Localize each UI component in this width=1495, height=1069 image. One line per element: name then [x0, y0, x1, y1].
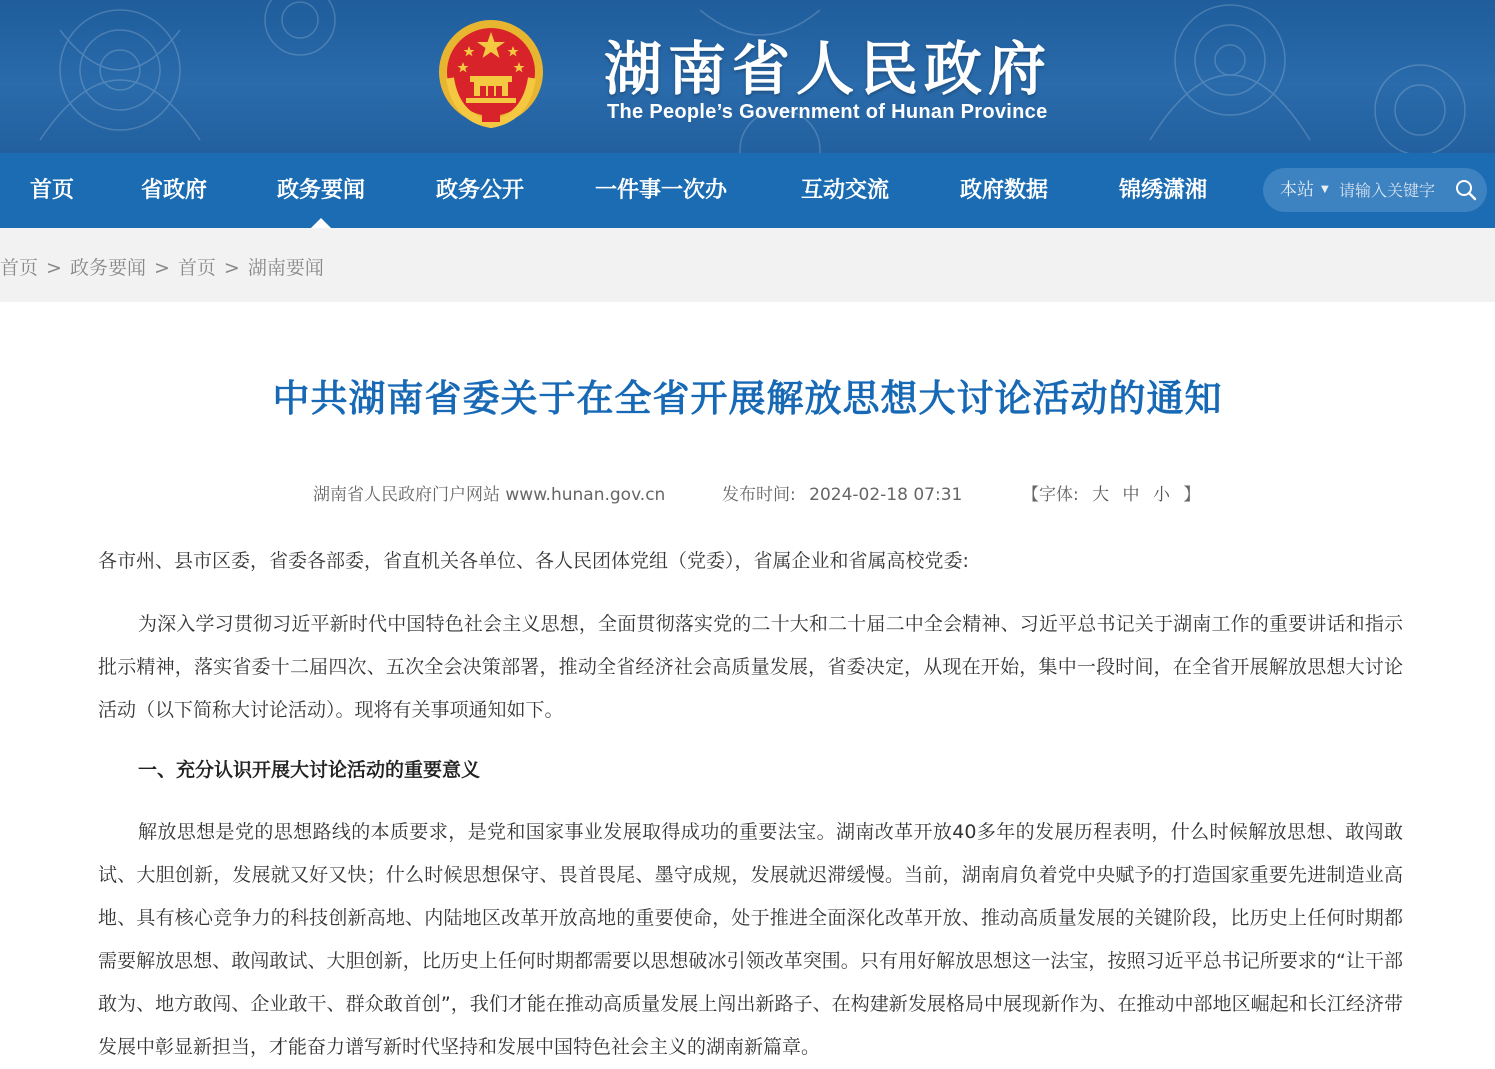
breadcrumb-home[interactable]: 首页	[0, 257, 39, 279]
search-box	[1263, 168, 1487, 212]
nav-item-government-data[interactable]: 政府数据	[960, 178, 1049, 203]
breadcrumb-hunan-news[interactable]: 湖南要闻	[247, 257, 324, 279]
font-size-label: 【字体:	[1022, 485, 1079, 505]
breadcrumb	[0, 253, 324, 280]
search-scope-select[interactable]: 本站	[1280, 180, 1314, 200]
article-title: 中共湖南省委关于在全省开展解放思想大讨论活动的通知	[272, 377, 1223, 420]
article-section-heading: 一、充分认识开展大讨论活动的重要意义	[138, 759, 481, 781]
nav-item-government-news[interactable]: 政务要闻	[277, 153, 365, 228]
breadcrumb-separator: >	[46, 257, 62, 279]
publish-time	[722, 480, 962, 505]
article-salutation: 各市州、县市区委，省委各部委，省直机关各单位、各人民团体党组（党委），省属企业和省属高校党委:	[98, 550, 969, 572]
nav-item-home[interactable]: 首页	[30, 178, 75, 203]
breadcrumb-separator: >	[153, 257, 170, 279]
font-size-switch	[1018, 480, 1204, 505]
search-icon[interactable]	[1455, 179, 1477, 201]
font-large-button[interactable]: 大	[1092, 485, 1110, 505]
nav-item-one-thing-once[interactable]: 一件事一次办	[595, 178, 728, 203]
site-title: 湖南省人民政府	[604, 35, 1053, 103]
article-paragraph: 为深入学习贯彻习近平新时代中国特色社会主义思想，全面贯彻落实党的二十大和二十届二中全会精神、习近平总书记关于湖南工作的重要讲话和指示批示精神，落实省委十二届四次、五次全会决策部署，推动全省经济社会高质量发展，省委决定，从现在开始，集中一段时间，在全省开展解放思想大讨论活动（以下简称大讨论活动）。现将有关事项通知如下。	[98, 613, 1403, 721]
article-source: 湖南省人民政府门户网站 www.hunan.gov.cn	[313, 485, 666, 505]
search-input[interactable]	[1339, 176, 1451, 204]
breadcrumb-home-2[interactable]: 首页	[177, 257, 216, 279]
caret-down-icon[interactable]: ▼	[1321, 184, 1329, 195]
nav-item-provincial-government[interactable]: 省政府	[141, 178, 208, 203]
breadcrumb-bar	[0, 228, 1495, 302]
nav-item-interaction[interactable]: 互动交流	[801, 178, 890, 203]
breadcrumb-government-news[interactable]: 政务要闻	[69, 257, 146, 279]
site-header	[0, 0, 1495, 153]
nav-item-splendid-xiaoxiang[interactable]: 锦绣潇湘	[1119, 178, 1208, 203]
font-medium-button[interactable]: 中	[1122, 485, 1140, 505]
national-emblem-icon	[436, 18, 546, 130]
site-subtitle: The People’s Government of Hunan Province	[607, 101, 1048, 123]
breadcrumb-separator: >	[223, 257, 240, 279]
font-size-close-bracket: 】	[1183, 485, 1201, 505]
article-paragraph: 解放思想是党的思想路线的本质要求，是党和国家事业发展取得成功的重要法宝。湖南改革开放40多年的发展历程表明，什么时候解放思想、敢闯敢试、大胆创新，发展就又好又快；什么时候思想保守、畏首畏尾、墨守成规，发展就迟滞缓慢。当前，湖南肩负着党中央赋予的打造国家重要先进制造业高地、具有核心竞争力的科技创新高地、内陆地区改革开放高地的重要使命，处于推进全面深化改革开放、推动高质量发展的关键阶段，比历史上任何时期都需要解放思想、敢闯敢试、大胆创新，比历史上任何时期都需要以思想破冰引领改革突围。只有用好解放思想这一法宝，按照习近平总书记所要求的“让干部敢为、地方敢闯、企业敢干、群众敢首创”，我们才能在推动高质量发展上闯出新路子、在构建新发展格局中展现新作为、在推动中部地区崛起和长江经济带发展中彰显新担当，才能奋力谱写新时代坚持和发展中国特色社会主义的湖南新篇章。	[98, 821, 1403, 1058]
article-body	[98, 540, 1403, 1069]
font-small-button[interactable]: 小	[1152, 485, 1170, 505]
nav-item-government-affairs-public[interactable]: 政务公开	[436, 178, 525, 203]
publish-label: 发布时间:	[722, 485, 796, 505]
publish-time-value: 2024-02-18 07:31	[809, 485, 963, 505]
